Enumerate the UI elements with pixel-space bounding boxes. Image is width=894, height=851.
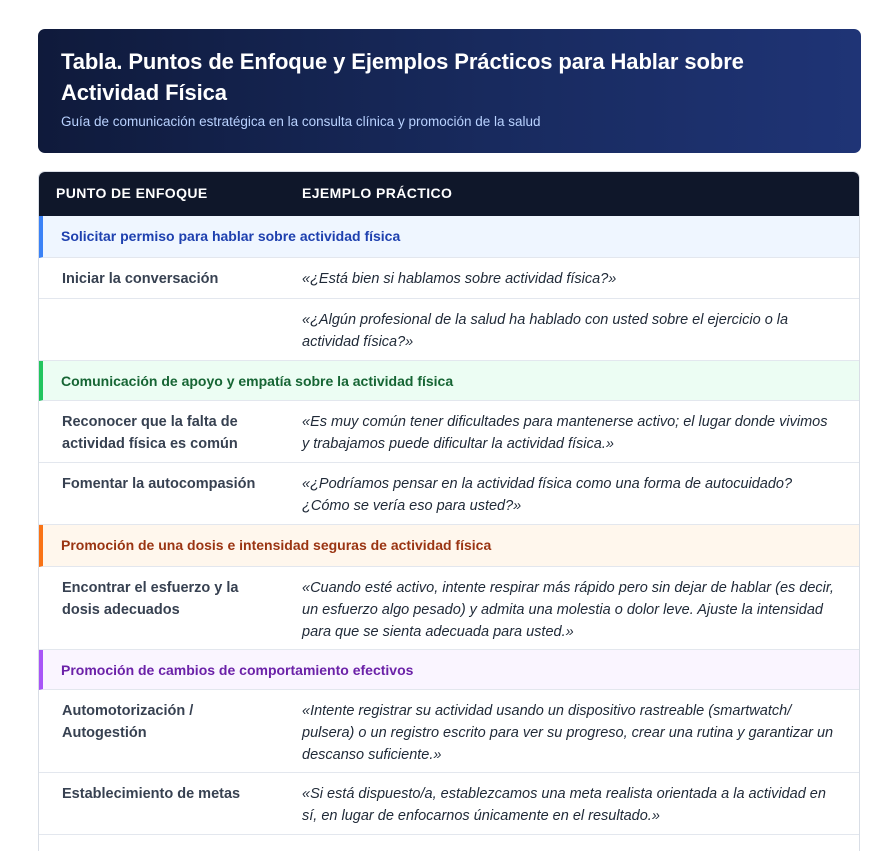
example-cell: «Es muy común tener dificultades para mantenerse activo; el lugar donde vivimos y trabajamos puede dificultar la actividad física.» — [302, 414, 828, 452]
table-row — [39, 773, 859, 835]
focus-cell: Establecimiento de metas — [62, 786, 241, 802]
example-cell: «Intente registrar su actividad usando un dispositivo rastreable (smartwatch/ pulsera) o un registro escrito para ver su progreso, crear una rutina y garantizar un descanso suficiente.» — [302, 703, 834, 763]
section-header-permission — [39, 216, 859, 258]
example-cell: «Si está dispuesto/a, establezcamos una meta realista orientada a la actividad en sí, en lugar de enfocarnos únicamente en el resultado.» — [302, 786, 826, 824]
example-cell: «¿Está bien si hablamos sobre actividad física?» — [302, 271, 617, 287]
table-row — [39, 690, 859, 773]
table-header — [39, 172, 859, 216]
section-title: Solicitar permiso para hablar sobre actividad física — [61, 228, 401, 244]
section-header-empathy — [39, 361, 859, 401]
example-cell: «¿Algún profesional de la salud ha hablado con usted sobre el ejercicio o la actividad física?» — [302, 312, 789, 350]
section-title: Promoción de cambios de comportamiento efectivos — [61, 662, 414, 678]
table-row — [39, 299, 859, 361]
column-header-focus: PUNTO DE ENFOQUE — [56, 185, 208, 201]
section-title: Comunicación de apoyo y empatía sobre la actividad física — [61, 373, 454, 389]
table-row — [39, 567, 859, 650]
example-cell: «¿Podríamos pensar en la actividad física como una forma de autocuidado? ¿Cómo se vería eso para usted?» — [302, 476, 793, 514]
focus-table — [38, 171, 860, 851]
page-header — [38, 29, 861, 153]
page-title: Tabla. Puntos de Enfoque y Ejemplos Prácticos para Hablar sobre Actividad Física — [61, 49, 744, 105]
table-row — [39, 401, 859, 463]
table-row — [39, 258, 859, 299]
focus-cell: Reconocer que la falta de actividad física es común — [62, 414, 238, 452]
table-row — [39, 463, 859, 525]
section-title: Promoción de una dosis e intensidad seguras de actividad física — [61, 537, 492, 553]
section-header-dose — [39, 525, 859, 567]
focus-cell: Automotorización / Autogestión — [62, 703, 194, 741]
section-header-behavior — [39, 650, 859, 690]
page-subtitle: Guía de comunicación estratégica en la consulta clínica y promoción de la salud — [61, 114, 541, 129]
focus-cell: Iniciar la conversación — [62, 271, 219, 287]
column-header-example: EJEMPLO PRÁCTICO — [302, 185, 453, 201]
focus-cell: Encontrar el esfuerzo y la dosis adecuados — [62, 580, 239, 618]
focus-cell: Fomentar la autocompasión — [62, 476, 256, 492]
example-cell: «Cuando esté activo, intente respirar más rápido pero sin dejar de hablar (es decir, un esfuerzo algo pesado) y admita una molestia o dolor leve. Ajuste la intensidad para que se sienta adecuada para usted.» — [302, 580, 834, 640]
